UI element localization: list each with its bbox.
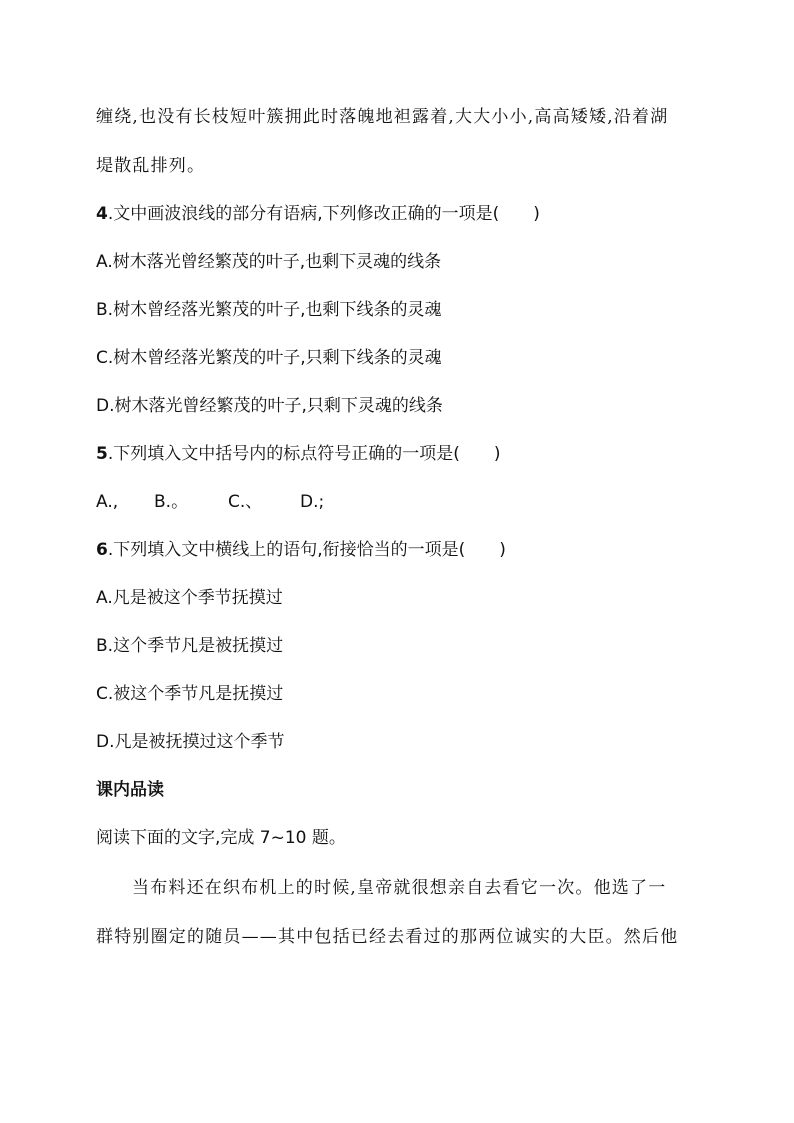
- section-title: 课内品读: [96, 780, 164, 800]
- option-b: B.这个季节凡是被抚摸过: [96, 636, 284, 656]
- section-instruction: 阅读下面的文字,完成 7~10 题。: [96, 828, 346, 848]
- option-d: D.凡是被抚摸过这个季节: [96, 732, 285, 752]
- passage-line: 群特别圈定的随员——其中包括已经去看过的那两位诚实的大臣。然后他: [96, 927, 679, 947]
- option-b: B.树木曾经落光繁茂的叶子,也剩下线条的灵魂: [96, 300, 442, 320]
- passage-line: 当布料还在织布机上的时候,皇帝就很想亲自去看它一次。他选了一: [132, 878, 667, 898]
- question-text: .文中画波浪线的部分有语病,下列修改正确的一项是( ): [107, 204, 540, 224]
- options-row: [96, 491, 324, 513]
- option-d: D.树木落光曾经繁茂的叶子,只剩下灵魂的线条: [96, 396, 443, 416]
- option-c: C.树木曾经落光繁茂的叶子,只剩下线条的灵魂: [96, 348, 442, 368]
- question-number: 4: [96, 204, 108, 224]
- question-5: [96, 443, 501, 465]
- option-a: A.凡是被这个季节抚摸过: [96, 588, 283, 608]
- option-d: D.;: [300, 492, 325, 512]
- question-6: [96, 539, 506, 561]
- passage-line: 堤散乱排列。: [96, 156, 206, 176]
- option-c: C.、: [228, 492, 263, 512]
- option-a: A.树木落光曾经繁茂的叶子,也剩下灵魂的线条: [96, 252, 442, 272]
- option-a: A.,: [96, 492, 119, 512]
- question-number: 6: [96, 540, 108, 560]
- question-text: .下列填入文中括号内的标点符号正确的一项是( ): [107, 444, 501, 464]
- option-c: C.被这个季节凡是抚摸过: [96, 684, 284, 704]
- option-b: B.。: [154, 492, 189, 512]
- question-text: .下列填入文中横线上的语句,衔接恰当的一项是( ): [107, 540, 506, 560]
- question-4: [96, 203, 540, 225]
- passage-line: 缠绕,也没有长枝短叶簇拥此时落魄地袒露着,大大小小,高高矮矮,沿着湖: [96, 107, 669, 127]
- question-number: 5: [96, 444, 108, 464]
